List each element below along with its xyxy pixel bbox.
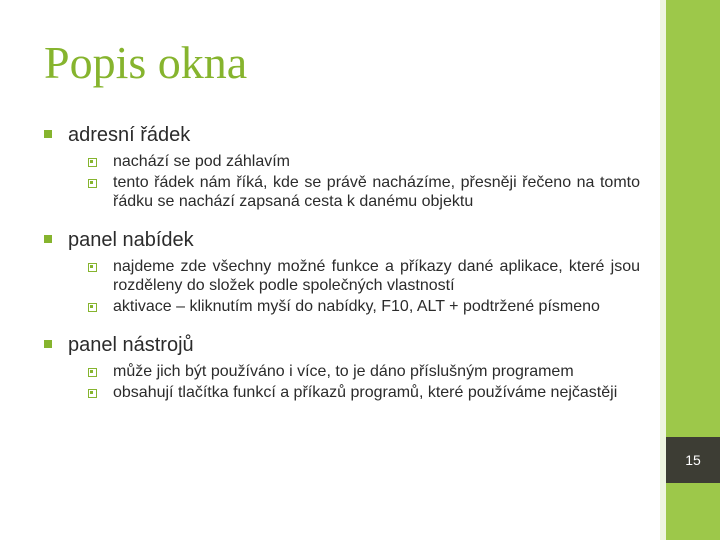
square-sub-bullet-icon xyxy=(88,179,97,188)
bullet-item xyxy=(44,332,640,358)
sub-list xyxy=(44,362,640,402)
sub-item-text: najdeme zde všechny možné funkce a příkazy dané aplikace, které jsou rozděleny do složek podle společných vlastností xyxy=(113,258,640,294)
sub-item xyxy=(88,362,640,381)
square-sub-bullet-icon xyxy=(88,368,97,377)
section-heading: panel nástrojů xyxy=(68,334,194,356)
section-adresni-radek xyxy=(44,122,640,211)
bullet-item xyxy=(44,122,640,148)
square-sub-bullet-icon xyxy=(88,158,97,167)
section-panel-nastroju xyxy=(44,332,640,402)
square-bullet-icon xyxy=(44,235,52,243)
square-sub-bullet-icon xyxy=(88,389,97,398)
page-number: 15 xyxy=(666,437,720,483)
slide-content xyxy=(44,122,640,418)
sub-item xyxy=(88,173,640,211)
sub-list xyxy=(44,257,640,316)
square-bullet-icon xyxy=(44,340,52,348)
sub-list xyxy=(44,152,640,211)
slide-title: Popis okna xyxy=(44,37,248,88)
sub-item-text: nachází se pod záhlavím xyxy=(113,153,290,170)
sub-item-text: může jich být používáno i více, to je dáno příslušným programem xyxy=(113,363,574,380)
sub-item xyxy=(88,152,640,171)
bullet-item xyxy=(44,227,640,253)
sub-item xyxy=(88,297,640,316)
square-bullet-icon xyxy=(44,130,52,138)
sub-item-text: obsahují tlačítka funkcí a příkazů programů, které používáme nejčastěji xyxy=(113,384,618,401)
sub-item xyxy=(88,383,640,402)
section-panel-nabidek xyxy=(44,227,640,316)
sub-item xyxy=(88,257,640,295)
square-sub-bullet-icon xyxy=(88,263,97,272)
section-heading: panel nabídek xyxy=(68,229,194,251)
sub-item-text: tento řádek nám říká, kde se právě nacházíme, přesněji řečeno na tomto řádku se nachází zapsaná cesta k danému objektu xyxy=(113,174,640,210)
section-heading: adresní řádek xyxy=(68,124,191,146)
square-sub-bullet-icon xyxy=(88,303,97,312)
sub-item-text: aktivace – kliknutím myší do nabídky, F10, ALT + podtržené písmeno xyxy=(113,298,600,315)
